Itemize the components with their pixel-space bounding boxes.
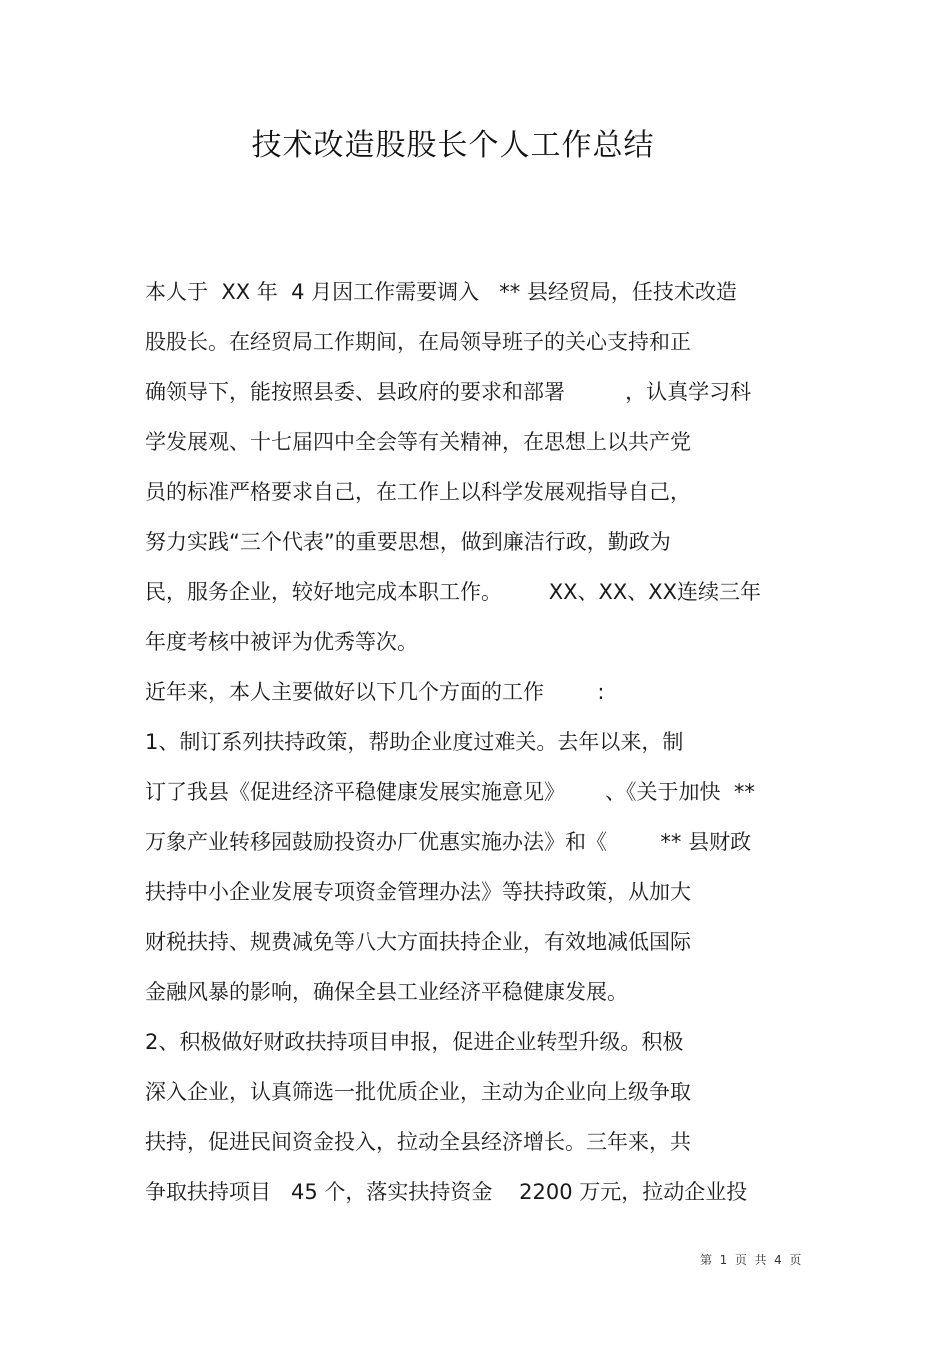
body-line: 财税扶持、规费减免等八大方面扶持企业，有效地减低国际 bbox=[145, 930, 691, 954]
body-line: 近年来，本人主要做好以下几个方面的工作 : bbox=[145, 680, 605, 704]
body-line: 员的标准严格要求自己，在工作上以科学发展观指导自己， bbox=[145, 480, 691, 504]
page-number: 第 1 页 共 4 页 bbox=[700, 1253, 802, 1267]
body-line: 扶持，促进民间资金投入，拉动全县经济增长。三年来，共 bbox=[145, 1130, 691, 1154]
body-line: 金融风暴的影响，确保全县工业经济平稳健康发展。 bbox=[145, 980, 628, 1004]
body-line: 深入企业，认真筛选一批优质企业，主动为企业向上级争取 bbox=[145, 1080, 691, 1104]
body-line: 2、积极做好财政扶持项目申报，促进企业转型升级。积极 bbox=[145, 1030, 684, 1054]
body-line: 民，服务企业，较好地完成本职工作。 XX、XX、XX连续三年 bbox=[145, 580, 762, 604]
body-line: 本人于 XX 年 4 月因工作需要调入 ** 县经贸局，任技术改造 bbox=[145, 280, 737, 304]
body-line: 争取扶持项目 45 个，落实扶持资金 2200 万元，拉动企业投 bbox=[145, 1180, 748, 1204]
body-line: 努力实践“三个代表”的重要思想，做到廉洁行政，勤政为 bbox=[145, 530, 671, 554]
body-line: 股股长。在经贸局工作期间，在局领导班子的关心支持和正 bbox=[145, 330, 691, 354]
page-title: 技术改造股股长个人工作总结 bbox=[251, 128, 655, 163]
body-line: 年度考核中被评为优秀等次。 bbox=[145, 630, 418, 654]
body-line: 确领导下，能按照县委、县政府的要求和部署 ，认真学习科 bbox=[145, 380, 752, 404]
body-line: 扶持中小企业发展专项资金管理办法》等扶持政策，从加大 bbox=[145, 880, 691, 904]
body-line: 1、制订系列扶持政策，帮助企业度过难关。去年以来，制 bbox=[145, 730, 684, 754]
body-line: 订了我县《促进经济平稳健康发展实施意见》 、《关于加快 ** bbox=[145, 780, 755, 804]
body-line: 万象产业转移园鼓励投资办厂优惠实施办法》和《 ** 县财政 bbox=[145, 830, 752, 854]
body-line: 学发展观、十七届四中全会等有关精神，在思想上以共产党 bbox=[145, 430, 691, 454]
